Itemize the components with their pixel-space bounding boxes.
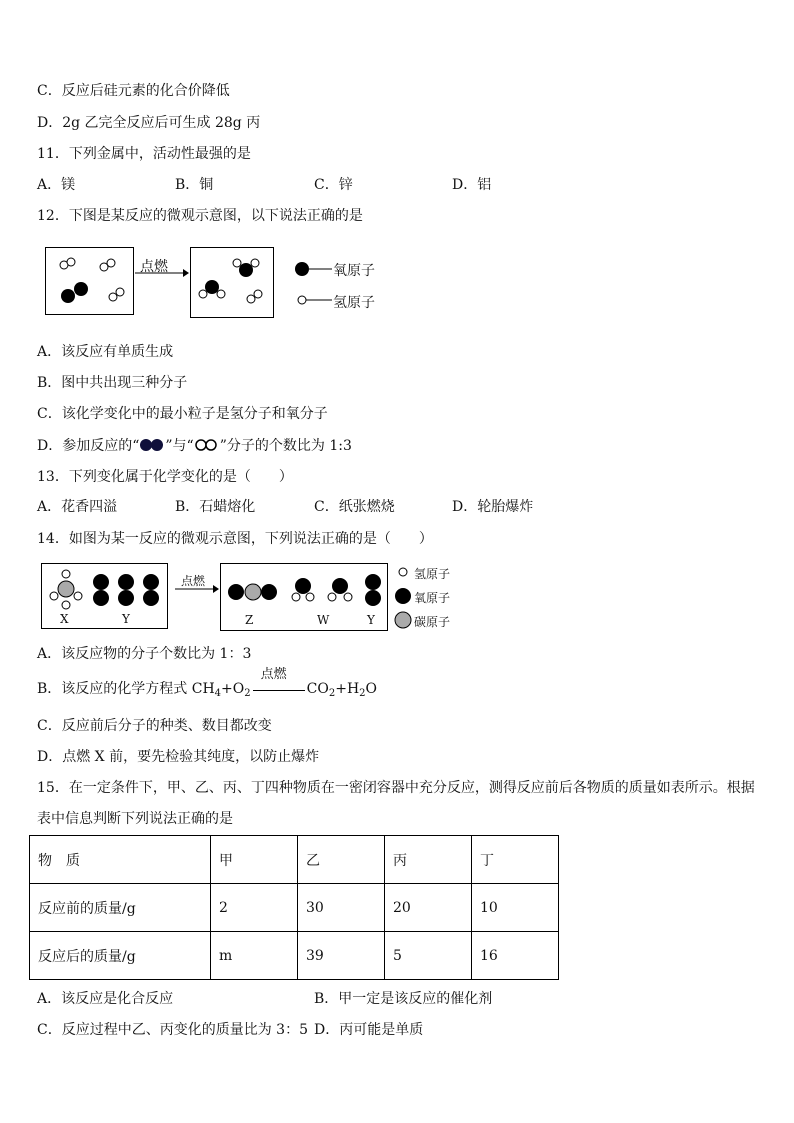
- q12-after-box: [190, 247, 274, 318]
- q15-option-c: C．反应过程中乙、丙变化的质量比为 3：5: [37, 1022, 308, 1038]
- q14-legend-oxygen: 氧原子: [414, 591, 451, 605]
- q15-option-b: B．甲一定是该反应的催化剂: [314, 991, 493, 1007]
- q14-legend-hydrogen: 氢原子: [414, 567, 451, 581]
- q14-label-w: W: [317, 613, 330, 627]
- table-row: 反应前的质量/g 2 30 20 10: [30, 884, 559, 932]
- q13-stem: 13．下列变化属于化学变化的是（ ）: [37, 469, 293, 485]
- q11-option-b: B．铜: [175, 177, 214, 193]
- q11-option-d: D．铝: [452, 177, 492, 193]
- q10-option-c: C．反应后硅元素的化合价降低: [37, 83, 230, 99]
- q12-arrow-label: 点燃: [140, 259, 168, 275]
- oxygen-molecule-icon: [139, 438, 165, 452]
- q13-option-d: D．轮胎爆炸: [452, 499, 534, 515]
- q14-before-box: [41, 563, 168, 629]
- q11-stem: 11．下列金属中，活动性最强的是: [37, 146, 251, 162]
- q12-before-box: [45, 247, 134, 315]
- q12-option-d: D．参加反应的“ ”与“ ”分子的个数比为 1:3: [37, 438, 352, 454]
- q14-option-b: B．该反应的化学方程式 $CH_4+O_2$ 点燃 $CO_2+H_2O$: [37, 667, 378, 699]
- q14-option-c: C．反应前后分子的种类、数目都改变: [37, 718, 272, 734]
- q10-option-d: D．2g 乙完全反应后可生成 28g 丙: [37, 115, 261, 131]
- q14-label-y2: Y: [367, 613, 375, 627]
- q12-after-molecules: [191, 248, 273, 317]
- q12-legend-hydrogen: 氢原子: [333, 295, 375, 311]
- q12-legend-oxygen: 氧原子: [333, 263, 375, 279]
- q13-option-c: C．纸张燃烧: [314, 499, 395, 515]
- q14-option-d: D．点燃 X 前，要先检验其纯度，以防止爆炸: [37, 749, 320, 765]
- table-row: 反应后的质量/g m 39 5 16: [30, 932, 559, 980]
- q14-arrow: [173, 584, 219, 594]
- q12-option-a: A．该反应有单质生成: [37, 344, 174, 360]
- q15-option-d: D．丙可能是单质: [314, 1022, 424, 1038]
- q15-stem: 15．在一定条件下，甲、乙、丙、丁四种物质在一密闭容器中充分反应，测得反应前后各物质的质量如表所示。根据: [37, 780, 755, 796]
- q14-after-box: [220, 563, 388, 631]
- q15-option-a: A．该反应是化合反应: [37, 991, 174, 1007]
- q15-mass-table: [29, 835, 559, 980]
- q14-option-a: A．该反应物的分子个数比为 1：3: [37, 646, 252, 662]
- q15-stem-cont: 表中信息判断下列说法正确的是: [37, 811, 233, 827]
- q14-legend-icons: [394, 564, 414, 630]
- q12-arrow: [133, 268, 189, 278]
- q12-option-c: C．该化学变化中的最小粒子是氢分子和氧分子: [37, 406, 328, 422]
- table-row: 物 质 甲 乙 丙 丁: [30, 836, 559, 884]
- q12-stem: 12．下图是某反应的微观示意图，以下说法正确的是: [37, 208, 363, 224]
- q11-option-c: C．锌: [314, 177, 353, 193]
- q12-before-molecules: [46, 248, 133, 314]
- q14-legend-carbon: 碳原子: [414, 615, 451, 629]
- q14-label-x: X: [60, 612, 69, 626]
- q13-option-a: A．花香四溢: [37, 499, 118, 515]
- q14-label-y: Y: [122, 612, 130, 626]
- q14-arrow-label: 点燃: [181, 574, 206, 588]
- hydrogen-molecule-icon: [194, 438, 220, 452]
- q13-option-b: B．石蜡熔化: [175, 499, 256, 515]
- reaction-condition: 点燃: [251, 680, 307, 698]
- q12-option-b: B．图中共出现三种分子: [37, 375, 188, 391]
- q11-option-a: A．镁: [37, 177, 76, 193]
- q12-legend-icons: [294, 260, 334, 310]
- q14-label-z: Z: [245, 613, 254, 627]
- q14-stem: 14．如图为某一反应的微观示意图，下列说法正确的是（ ）: [37, 531, 433, 547]
